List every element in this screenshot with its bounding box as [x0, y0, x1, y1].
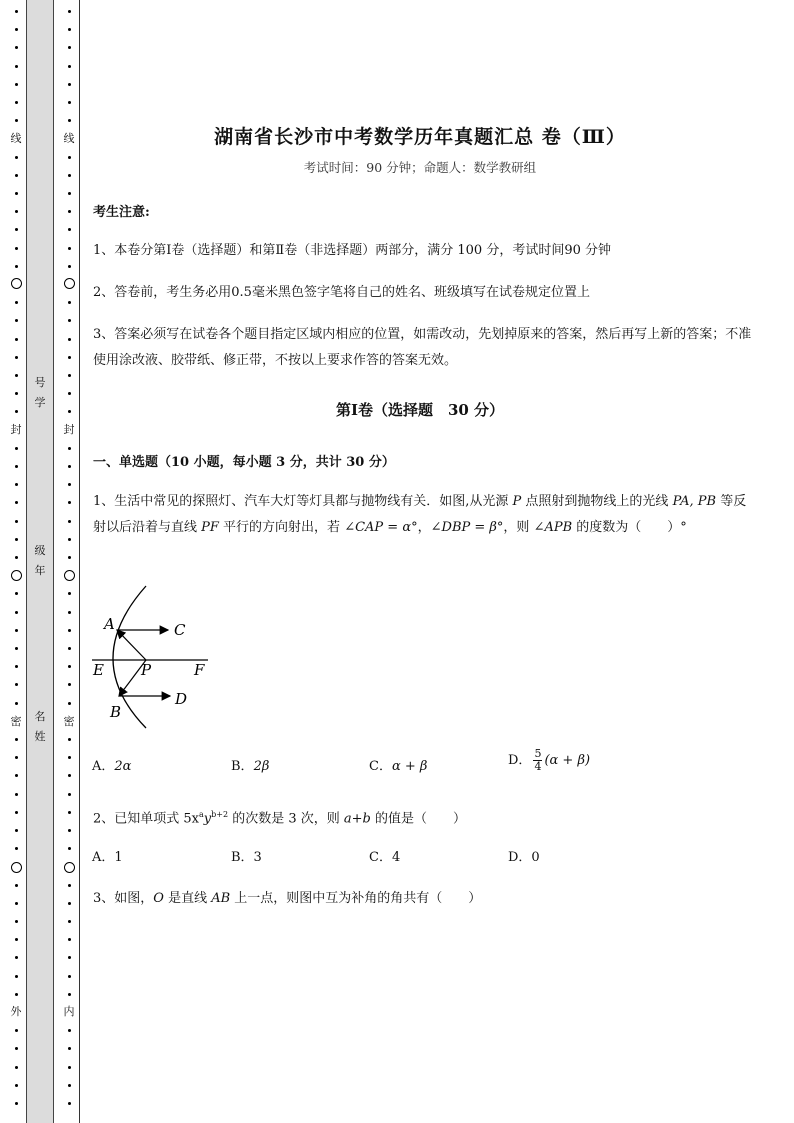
part-heading: 一、单选题（10 小题，每小题 3 分，共计 30 分）	[93, 455, 395, 470]
question-1-text: 1、生活中常见的探照灯、汽车大灯等灯具都与抛物线有关．如图,从光源 P 点照射到抛物线上的光线 PA, PB 等反射以后沿着与直线 PF 平行的方向射出，若 ∠CAP = α°，∠DBP = β°，则 ∠APB 的度数为（ ）°	[93, 494, 747, 535]
margin-dot	[15, 611, 18, 614]
margin-dot	[68, 228, 71, 231]
margin-dot	[68, 338, 71, 341]
margin-dot	[15, 556, 18, 559]
margin-dot	[68, 902, 71, 905]
point-label-b: B	[110, 703, 122, 721]
margin-circle-inner-2	[64, 570, 75, 581]
q1-option-a[interactable]: A．2α	[92, 759, 132, 774]
margin-dot	[68, 174, 71, 177]
margin-dot	[15, 10, 18, 13]
margin-dot	[68, 975, 71, 978]
margin-dot	[15, 410, 18, 413]
margin-dot	[15, 319, 18, 322]
margin-dot	[15, 392, 18, 395]
margin-dot	[68, 629, 71, 632]
margin-dot	[68, 738, 71, 741]
margin-dot	[15, 374, 18, 377]
margin-dot	[15, 920, 18, 923]
margin-dot	[68, 447, 71, 450]
margin-dot	[15, 829, 18, 832]
margin-dot	[68, 119, 71, 122]
margin-dot	[15, 301, 18, 304]
margin-dot	[15, 738, 18, 741]
margin-dot	[15, 447, 18, 450]
margin-dot	[15, 520, 18, 523]
margin-dot	[68, 101, 71, 104]
q2-option-c[interactable]: C．4	[369, 850, 401, 865]
ray-pa	[117, 630, 146, 660]
margin-dot	[15, 793, 18, 796]
margin-dot	[68, 993, 71, 996]
margin-dot	[15, 847, 18, 850]
margin-dot	[15, 756, 18, 759]
margin-dot	[15, 1084, 18, 1087]
margin-dot	[68, 501, 71, 504]
fraction-five-fourths: $\frac{5}{4}$	[534, 747, 542, 773]
margin-dot	[15, 1029, 18, 1032]
margin-dot	[68, 938, 71, 941]
q2-option-a[interactable]: A．1	[92, 850, 123, 865]
margin-dot	[68, 556, 71, 559]
margin-dot	[15, 265, 18, 268]
margin-dot	[15, 156, 18, 159]
margin-dot	[15, 119, 18, 122]
point-label-c: C	[174, 621, 186, 639]
margin-circle-inner-3	[64, 862, 75, 873]
margin-mark-seal-inner: 封	[63, 423, 75, 436]
field-label-name: 名	[34, 710, 46, 723]
margin-dot	[15, 101, 18, 104]
margin-dot	[15, 210, 18, 213]
margin-dot	[68, 392, 71, 395]
margin-dot	[68, 1047, 71, 1050]
margin-mark-inside: 内	[63, 1005, 75, 1018]
margin-mark-seal-outer: 封	[10, 423, 22, 436]
margin-dot	[68, 683, 71, 686]
q1-option-b[interactable]: B．2β	[231, 759, 270, 774]
margin-dot	[68, 847, 71, 850]
question-1-figure	[88, 582, 228, 732]
margin-dot	[68, 1084, 71, 1087]
margin-dot	[68, 520, 71, 523]
margin-circle-outer-1	[11, 278, 22, 289]
margin-circle-inner-1	[64, 278, 75, 289]
margin-dot	[68, 756, 71, 759]
margin-dot	[68, 483, 71, 486]
margin-dot	[15, 356, 18, 359]
margin-dot	[15, 774, 18, 777]
margin-dot	[15, 956, 18, 959]
margin-dot	[15, 592, 18, 595]
exam-subtitle: 考试时间：90 分钟；命题人：数学教研组	[303, 160, 537, 175]
margin-dot	[15, 1066, 18, 1069]
margin-mark-secret-inner: 密	[63, 715, 75, 728]
margin-dot	[68, 665, 71, 668]
inner-dot-column	[63, 0, 75, 1123]
margin-circle-outer-2	[11, 570, 22, 581]
binding-strip	[26, 0, 54, 1123]
margin-dot	[15, 938, 18, 941]
margin-dot	[68, 956, 71, 959]
margin-dot	[68, 46, 71, 49]
margin-dot	[68, 793, 71, 796]
margin-dot	[68, 356, 71, 359]
margin-dot	[68, 702, 71, 705]
margin-dot	[68, 538, 71, 541]
point-label-e: E	[93, 661, 104, 679]
margin-dot	[68, 374, 71, 377]
margin-dot	[68, 920, 71, 923]
margin-dot	[68, 884, 71, 887]
q1-option-d[interactable]: D． $\frac{5}{4}$ (α + β)	[508, 747, 591, 773]
outer-dot-column	[10, 0, 22, 1123]
margin-dot	[68, 65, 71, 68]
question-2-text: 2、已知单项式 $5x^ay^{b+2}$ 的次数是 3 次，则 a+b 的值是（ ）	[93, 810, 466, 827]
margin-dot	[15, 247, 18, 250]
margin-dot	[15, 228, 18, 231]
margin-dot	[15, 884, 18, 887]
section-title: 第Ⅰ卷（选择题 30 分）	[335, 401, 505, 419]
margin-dot	[68, 156, 71, 159]
margin-dot	[68, 611, 71, 614]
margin-dot	[68, 301, 71, 304]
margin-dot	[15, 538, 18, 541]
margin-dot	[15, 501, 18, 504]
margin-mark-outside: 外	[10, 1005, 22, 1018]
margin-dot	[15, 702, 18, 705]
margin-dot	[15, 665, 18, 668]
point-label-p: P	[141, 661, 152, 679]
margin-dot	[15, 46, 18, 49]
field-label-surname: 姓	[34, 730, 46, 743]
margin-dot	[15, 993, 18, 996]
notes-heading: 考生注意:	[93, 205, 150, 220]
margin-dot	[68, 265, 71, 268]
note-item-3: 3、答案必须写在试卷各个题目指定区域内相应的位置，如需改动，先划掉原来的答案，然后再写上新的答案；不准使用涂改液、胶带纸、修正带，不按以上要求作答的答案无效。	[93, 327, 752, 368]
margin-dot	[15, 174, 18, 177]
q1-option-c[interactable]: C．α + β	[369, 759, 428, 774]
margin-dot	[68, 647, 71, 650]
field-label-grade: 级	[34, 544, 46, 557]
margin-dot	[15, 465, 18, 468]
margin-circle-outer-3	[11, 862, 22, 873]
margin-dot	[68, 811, 71, 814]
margin-mark-line-inner: 线	[63, 132, 75, 145]
field-label-year: 年	[34, 564, 46, 577]
margin-dot	[68, 1029, 71, 1032]
margin-dot	[68, 28, 71, 31]
q2-option-d[interactable]: D．0	[508, 850, 540, 865]
margin-dot	[68, 192, 71, 195]
exam-title: 湖南省长沙市中考数学历年真题汇总 卷（Ⅲ）	[214, 126, 626, 148]
margin-dot	[15, 1102, 18, 1105]
margin-dot	[68, 829, 71, 832]
point-label-a: A	[104, 615, 115, 633]
margin-dot	[15, 192, 18, 195]
margin-dot	[68, 410, 71, 413]
margin-dot	[68, 1066, 71, 1069]
margin-dot	[68, 465, 71, 468]
margin-dot	[15, 811, 18, 814]
margin-dot	[15, 83, 18, 86]
margin-dot	[15, 902, 18, 905]
margin-dot	[15, 65, 18, 68]
margin-mark-line-outer: 线	[10, 132, 22, 145]
point-label-f: F	[194, 661, 205, 679]
margin-dot	[15, 683, 18, 686]
margin-mark-secret-outer: 密	[10, 715, 22, 728]
margin-dot	[15, 975, 18, 978]
margin-dot	[15, 629, 18, 632]
margin-border-line	[79, 0, 80, 1123]
field-label-student: 学	[34, 396, 46, 409]
margin-dot	[68, 592, 71, 595]
margin-dot	[68, 83, 71, 86]
margin-dot	[15, 1047, 18, 1050]
margin-dot	[68, 319, 71, 322]
margin-dot	[68, 774, 71, 777]
margin-dot	[68, 1102, 71, 1105]
note-item-1: 1、本卷分第Ⅰ卷（选择题）和第Ⅱ卷（非选择题）两部分，满分 100 分，考试时间90 分钟	[93, 243, 611, 258]
margin-dot	[15, 483, 18, 486]
field-label-number: 号	[34, 376, 46, 389]
margin-dot	[68, 210, 71, 213]
margin-dot	[68, 247, 71, 250]
point-label-d: D	[175, 690, 188, 708]
margin-dot	[15, 647, 18, 650]
note-item-2: 2、答卷前，考生务必用0.5毫米黑色签字笔将自己的姓名、班级填写在试卷规定位置上	[93, 285, 590, 300]
margin-dot	[68, 10, 71, 13]
margin-dot	[15, 338, 18, 341]
margin-dot	[15, 28, 18, 31]
question-3-text: 3、如图，O 是直线 AB 上一点，则图中互为补角的角共有（ ）	[93, 891, 482, 906]
q2-option-b[interactable]: B．3	[231, 850, 262, 865]
